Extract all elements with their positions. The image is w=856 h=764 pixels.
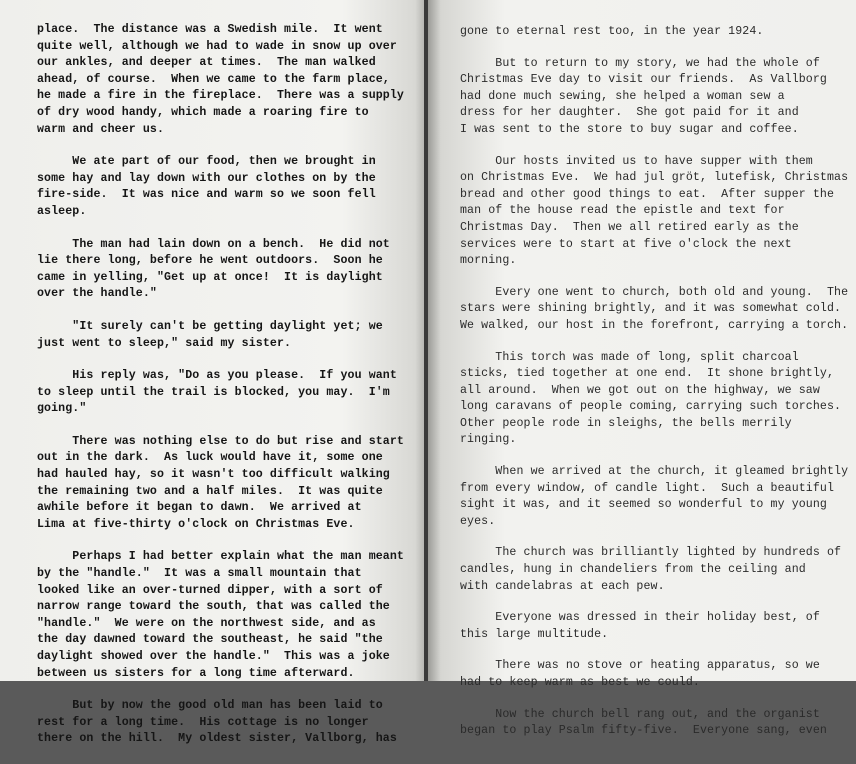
text-line: morning. [460,254,517,268]
text-line: just went to sleep," said my sister. [37,336,292,350]
text-line: stars were shining brightly, and it was somewhat cold. [460,302,842,316]
text-line: We walked, our host in the forefront, carrying a torch. [460,318,849,332]
text-line: But to return to my story, we had the whole of [460,56,820,70]
text-line: from every window, of candle light. Such a beautiful [460,481,835,495]
text-line: there on the hill. My oldest sister, Vallborg, has [37,732,397,746]
text-line: of dry wood handy, which made a roaring fire to [37,105,369,119]
text-line: Other people rode in sleighs, the bells merrily [460,416,792,430]
text-line: I was sent to the store to buy sugar and coffee. [460,122,799,136]
text-line: ringing. [460,433,517,447]
text-line: by the "handle." It was a small mountain that [37,567,362,581]
text-line: sticks, tied together at one end. It shone brightly, [460,367,835,381]
paragraph [460,154,848,270]
text-line: services were to start at five o'clock the next [460,237,792,251]
text-line: place. The distance was a Swedish mile. It went [37,23,383,36]
text-line: candles, hung in chandeliers from the ceiling and [460,563,806,577]
text-line: Lima at five-thirty o'clock on Christmas Eve. [37,517,355,531]
text-line: fire-side. It was nice and warm so we soon fell [37,188,376,202]
text-line: had to keep warm as best we could. [460,676,700,689]
paragraph [37,549,404,682]
text-line: Everyone was dressed in their holiday best, of [460,611,820,625]
text-line: dress for her daughter. She got paid for it and [460,106,799,120]
paragraph [37,319,404,352]
text-line: The man had lain down on a bench. He did not [37,237,390,251]
text-line: quite well, although we had to wade in snow up over [37,39,397,53]
text-line: came in yelling, "Get up at once! It is daylight [37,270,383,284]
text-line: over the handle." [37,287,157,301]
text-line: narrow range toward the south, that was called the [37,600,390,614]
text-line: His reply was, "Do as you please. If you want [37,369,397,383]
text-line: between us sisters for a long time afterward. [37,666,355,680]
text-line: Christmas Day. Then we all retired early as the [460,220,799,234]
paragraph [37,237,404,303]
paragraph [37,368,404,418]
text-line: But by now the good old man has been laid to [37,699,383,713]
text-line: gone to eternal rest too, in the year 1924. [460,25,764,38]
left-page [0,0,428,746]
text-line: sight it was, and it seemed so wonderful to my young [460,498,827,512]
text-line: ahead, of course. When we came to the farm place, [37,72,390,86]
text-line: all around. When we got out on the highway, we saw [460,383,820,397]
text-line: the remaining two and a half miles. It was quite [37,484,383,498]
text-line: Christmas Eve day to visit our friends. As Vallborg [460,73,827,87]
text-line: going." [37,402,87,416]
text-line: warm and cheer us. [37,122,165,136]
text-line: had hauled hay, so it wasn't too difficult walking [37,468,390,482]
text-line: When we arrived at the church, it gleamed brightly [460,465,849,479]
text-line: to sleep until the trail is blocked, you may. I'm [37,385,390,399]
paragraph [460,24,848,41]
text-line: "It surely can't be getting daylight yet; we [37,319,383,333]
text-line: We ate part of our food, then we brought in [37,155,376,169]
left-page-text [37,22,404,764]
paragraph [460,707,848,740]
paragraph [37,434,404,534]
text-line: long caravans of people coming, carrying such torches. [460,400,842,414]
text-line: There was no stove or heating apparatus, so we [460,659,820,673]
text-line: awhile before it began to dawn. We arrived at [37,501,362,515]
paragraph [460,350,848,450]
text-line: Perhaps I had better explain what the man meant [37,550,404,564]
text-line: "handle." We were on the northwest side, and as [37,616,376,630]
text-line: bread and other good things to eat. After supper the [460,187,835,201]
text-line: the day dawned toward the southeast, he said "the [37,633,383,647]
text-line: our ankles, and deeper at times. The man walked [37,56,376,70]
paragraph [460,658,848,691]
text-line: The church was brilliantly lighted by hundreds of [460,546,842,560]
text-line: Every one went to church, both old and young. The [460,285,849,299]
text-line: rest for a long time. His cottage is no longer [37,715,369,729]
paragraph [460,56,848,139]
text-line: daylight showed over the handle." This was a joke [37,650,390,663]
text-line: this large multitude. [460,627,609,641]
paragraph [37,154,404,220]
text-line: looked like an over-turned dipper, with a sort of [37,583,383,597]
text-line: with candelabras at each pew. [460,579,665,593]
paragraph [460,285,848,335]
right-page [428,0,856,738]
text-line: This torch was made of long, split charcoal [460,350,799,364]
text-line: man of the house read the epistle and text for [460,204,785,218]
text-line: eyes. [460,514,496,528]
text-line: asleep. [37,204,87,218]
text-line: Now the church bell rang out, and the organist [460,707,820,721]
text-line: Our hosts invited us to have supper with them [460,154,813,168]
paragraph [460,464,848,530]
paragraph [460,545,848,595]
text-line: out in the dark. As luck would have it, some one [37,451,383,465]
text-line: on Christmas Eve. We had jul gröt, lutefisk, Christmas [460,171,849,185]
text-line: some hay and lay down with our clothes on by the [37,171,376,185]
text-line: he made a fire in the fireplace. There was a supply [37,89,404,103]
paragraph [37,22,404,138]
text-line: lie there long, before he went outdoors. Soon he [37,254,383,268]
right-page-text [460,24,848,755]
paragraph [460,610,848,643]
text-line: began to play Psalm fifty-five. Everyone sang, even [460,724,827,738]
text-line: had done much sewing, she helped a woman sew a [460,89,785,103]
paragraph [37,698,404,748]
text-line: There was nothing else to do but rise and start [37,434,404,448]
